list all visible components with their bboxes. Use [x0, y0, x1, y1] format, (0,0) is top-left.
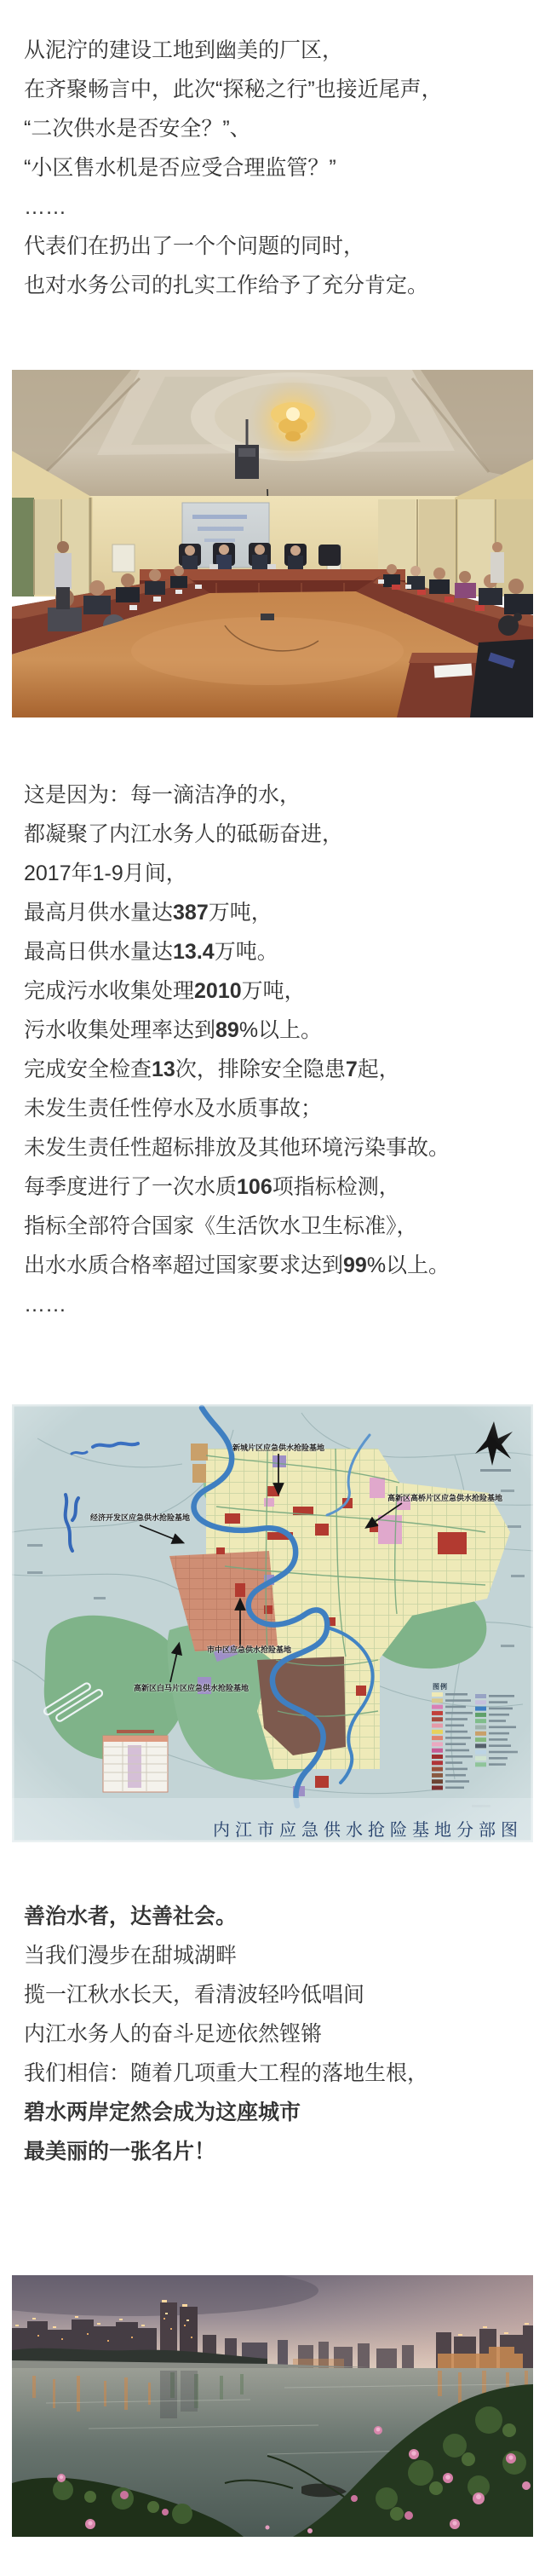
text-line: 从泥泞的建设工地到幽美的厂区， [24, 38, 344, 62]
text-line: 当我们漫步在甜城湖畔 [24, 1944, 238, 1968]
text-line: …… [24, 1293, 66, 1317]
text-line: 最高日供水量达13.4万吨。 [24, 940, 278, 964]
map-legend-title: 图例 [433, 1683, 448, 1691]
text-line: 每季度进行了一次水质106项指标检测， [24, 1175, 400, 1199]
floor-highlight [131, 617, 404, 685]
text-line: 污水收集处理率达到89%以上。 [24, 1018, 323, 1042]
map-label-jingkaiqu: 经济开发区应急供水抢险基地 [90, 1513, 191, 1522]
text-line: 2017年1-9月间， [24, 862, 187, 885]
stats-paragraphs [0, 775, 545, 1324]
intro-paragraphs [0, 0, 545, 305]
text-line: “小区售水机是否应受合理监管？” [24, 156, 336, 180]
text-line: 善治水者，达善社会。 [24, 1905, 238, 1928]
map-label-gaoqiao: 高新区高桥片区应急供水抢险基地 [387, 1494, 503, 1502]
meeting-room-photo [12, 370, 533, 717]
meeting-room-illustration [12, 370, 533, 717]
floor-device [261, 614, 274, 620]
text-line: 揽一江秋水长天，看清波轻吟低唱间 [24, 1983, 365, 2007]
ac-vent-left [112, 545, 135, 572]
map-label-baima: 高新区白马片区应急供水抢险基地 [134, 1684, 250, 1692]
text-line: 指标全部符合国家《生活饮水卫生标准》， [24, 1214, 418, 1238]
text-line: 完成污水收集处理2010万吨， [24, 979, 306, 1003]
text-line: 都凝聚了内江水务人的砥砺奋进， [24, 822, 344, 846]
riverside-dusk-photo [12, 2275, 533, 2537]
closing-paragraphs [0, 1897, 545, 2171]
map-text-overlay [12, 1404, 533, 1842]
text-line: …… [24, 195, 66, 219]
text-line: 内江水务人的奋斗足迹依然铿锵 [24, 2022, 323, 2046]
text-line: 出水水质合格率超过国家要求达到99%以上。 [24, 1253, 450, 1277]
map-caption: 内江市应急供水抢险基地分部图 [213, 1821, 523, 1840]
emergency-supply-map [12, 1404, 533, 1842]
text-line: 在齐聚畅言中，此次“探秘之行”也接近尾声， [24, 78, 443, 101]
text-line: “二次供水是否安全？”、 [24, 117, 251, 141]
text-line: 碧水两岸定然会成为这座城市 [24, 2101, 301, 2124]
text-line: 代表们在扔出了一个个问题的同时， [24, 234, 365, 258]
text-line: 最美丽的一张名片！ [24, 2140, 216, 2164]
text-line: 未发生责任性超标排放及其他环境污染事故。 [24, 1136, 450, 1160]
chandelier [249, 377, 337, 465]
standing-person-right [490, 542, 504, 583]
text-line: 完成安全检查13次，排除安全隐患7起， [24, 1057, 400, 1081]
text-line: 我们相信：随着几项重大工程的落地生根， [24, 2061, 429, 2085]
text-line: 也对水务公司的扎实工作给予了充分肯定。 [24, 274, 429, 297]
text-line: 未发生责任性停水及水质事故； [24, 1097, 323, 1121]
riverside-illustration [12, 2275, 533, 2537]
text-line: 最高月供水量达387万吨， [24, 901, 272, 925]
text-line: 这是因为：每一滴洁净的水， [24, 783, 301, 807]
map-label-xincheng: 新城片区应急供水抢险基地 [232, 1444, 325, 1452]
map-label-shizhongqu: 市中区应急供水抢险基地 [207, 1645, 292, 1654]
